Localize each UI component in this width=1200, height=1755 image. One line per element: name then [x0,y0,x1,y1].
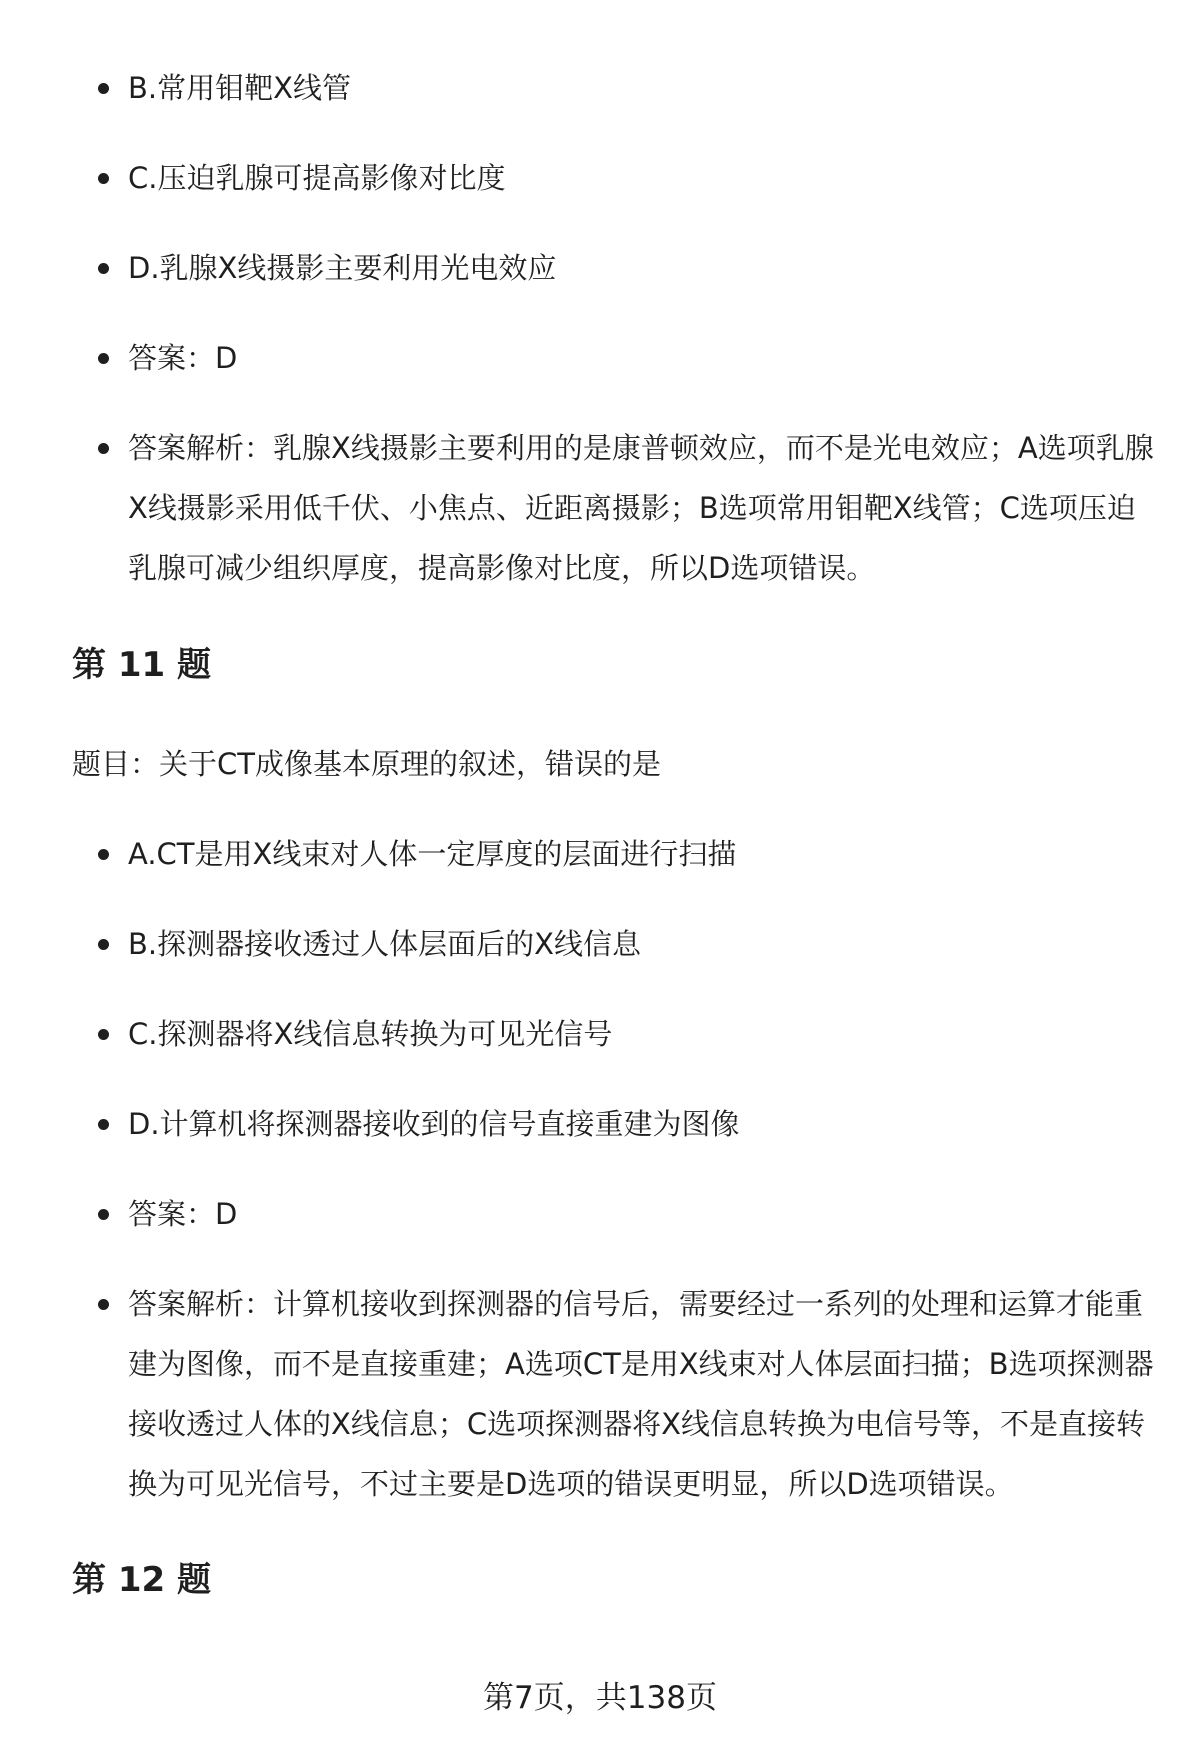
answer-text: 答案：D [128,1197,238,1231]
bullet-dot [98,1119,109,1130]
bullet-dot [98,263,109,274]
bullet-dot [98,849,109,860]
q11-answer [0,1184,1200,1244]
q11-question: 题目：关于CT成像基本原理的叙述，错误的是 [72,747,661,781]
q11-option-list [0,824,1200,1274]
q11-explanation [0,1274,1200,1514]
bullet-dot [98,83,109,94]
bullet-dot [98,1029,109,1040]
page-footer: 第7页，共138页 [483,1680,717,1716]
option-text: B.常用钼靶X线管 [128,71,351,105]
q11-heading: 第 11 题 [72,645,211,685]
q11-option-b [0,914,1200,974]
option-text: A.CT是用X线束对人体一定厚度的层面进行扫描 [128,837,737,871]
q11-option-a [0,824,1200,884]
explanation-text: 答案解析：计算机接收到探测器的信号后，需要经过一系列的处理和运算才能重建为图像，而不是直接重建；A选项CT是用X线束对人体层面扫描；B选项探测器接收透过人体的X线信息；C选项探测器将X线信息转换为电信号等，不是直接转换为可见光信号，不过主要是D选项的错误更明显，所以D选项错误。 [128,1287,1154,1501]
option-text: C.探测器将X线信息转换为可见光信号 [128,1017,613,1051]
bullet-dot [98,939,109,950]
option-text: D.计算机将探测器接收到的信号直接重建为图像 [128,1107,740,1141]
option-text: D.乳腺X线摄影主要利用光电效应 [128,251,557,285]
q11-option-c [0,1004,1200,1064]
explanation-text: 答案解析：乳腺X线摄影主要利用的是康普顿效应，而不是光电效应；A选项乳腺X线摄影采用低千伏、小焦点、近距离摄影；B选项常用钼靶X线管；C选项压迫乳腺可减少组织厚度，提高影像对比度，所以D选项错误。 [128,431,1154,585]
bullet-dot [98,1209,109,1220]
option-text: C.压迫乳腺可提高影像对比度 [128,161,506,195]
q10-option-d [0,238,1200,298]
bullet-dot [98,173,109,184]
q10-option-c [0,148,1200,208]
bullet-dot [98,443,109,454]
answer-text: 答案：D [128,341,238,375]
q10-answer [0,328,1200,388]
q10-explanation [0,418,1200,598]
bullet-dot [98,353,109,364]
q12-heading: 第 12 题 [72,1560,211,1600]
q10-option-list [0,58,1200,418]
q11-explanation-list [0,1274,1200,1544]
q10-explanation-list [0,418,1200,628]
bullet-dot [98,1299,109,1310]
q10-option-b [0,58,1200,118]
q11-option-d [0,1094,1200,1154]
option-text: B.探测器接收透过人体层面后的X线信息 [128,927,641,961]
